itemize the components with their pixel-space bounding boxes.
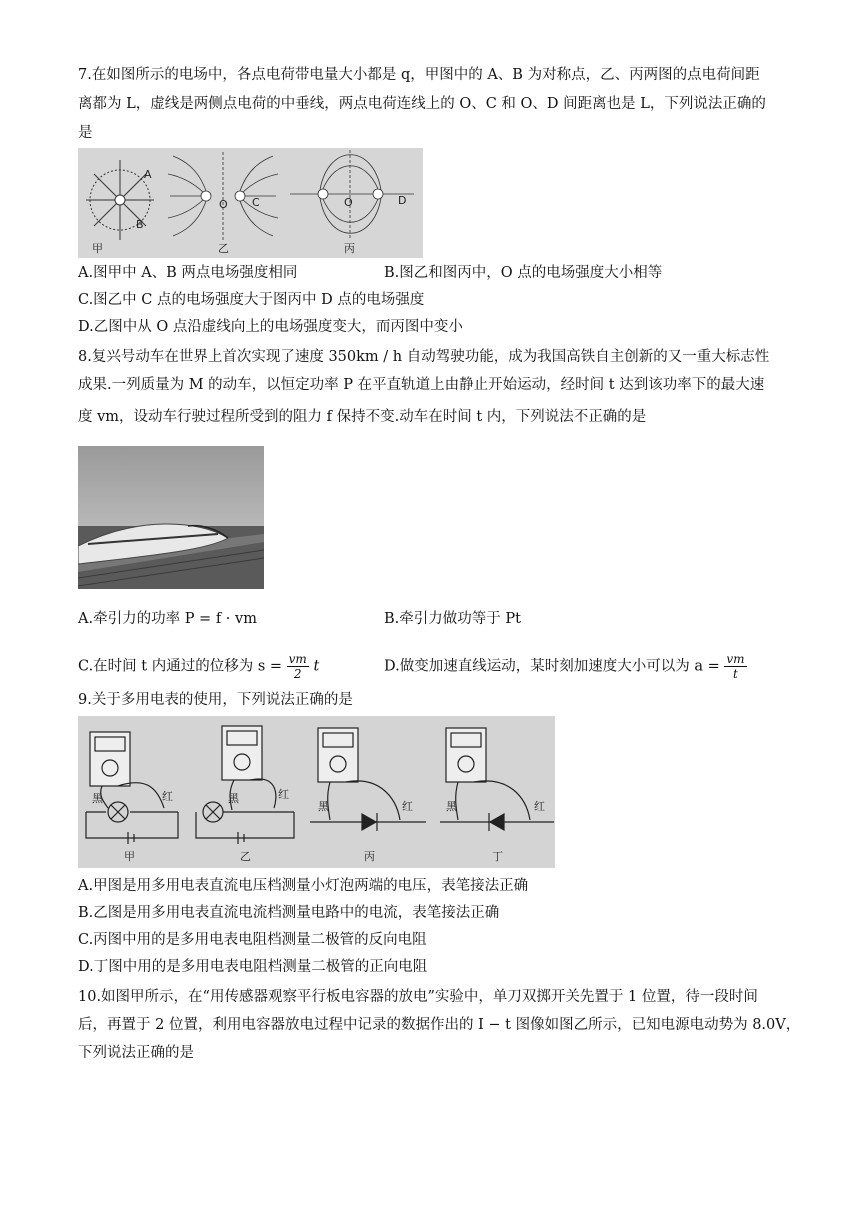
- q7-option-b: B.图乙和图丙中，O 点的电场强度大小相等: [384, 265, 663, 281]
- point-label-d: D: [398, 194, 407, 207]
- q9-option-a: A.甲图是用多用电表直流电压档测量小灯泡两端的电压，表笔接法正确: [78, 878, 529, 894]
- q8-option-d-fraction: [724, 652, 746, 681]
- probe-red-ding: 红: [534, 800, 545, 813]
- figure-label-jia-9: 甲: [124, 850, 135, 863]
- q8-option-c-suffix: t: [313, 658, 320, 675]
- q8-stem-line-2: 成果.一列质量为 M 的动车，以恒定功率 P 在平直轨道上由静止开始运动，经时间 t 达到该功率下的最大速: [78, 377, 765, 393]
- figure-label-yi-9: 乙: [240, 850, 251, 863]
- point-label-c: C: [252, 196, 260, 209]
- q7-option-a: A.图甲中 A、B 两点电场强度相同: [78, 265, 298, 281]
- q7-electric-field-figure: [78, 148, 423, 258]
- q8-option-d-numerator: vm: [726, 652, 745, 666]
- probe-red-bing: 红: [402, 800, 413, 813]
- figure-label-bing-9: 丙: [364, 850, 375, 863]
- q8-option-b: B.牵引力做功等于 Pt: [384, 611, 521, 627]
- q8-train-photo: [78, 446, 264, 589]
- q9-stem: 9.关于多用电表的使用，下列说法正确的是: [78, 692, 353, 708]
- probe-black-jia: 黑: [92, 792, 103, 805]
- q9-option-b: B.乙图是用多用电表直流电流档测量电路中的电流，表笔接法正确: [78, 905, 500, 921]
- point-label-a: A: [144, 168, 152, 181]
- q8-stem-line-1: 8.复兴号动车在世界上首次实现了速度 350km / h 自动驾驶功能，成为我国高铁自主创新的又一重大标志性: [78, 349, 770, 365]
- q7-stem-line-3: 是: [78, 125, 93, 141]
- q8-option-a: A.牵引力的功率 P = f · vm: [78, 611, 257, 627]
- figure-label-bing: 丙: [344, 242, 355, 255]
- q9-option-c: C.丙图中用的是多用电表电阻档测量二极管的反向电阻: [78, 932, 427, 948]
- q9-option-d: D.丁图中用的是多用电表电阻档测量二极管的正向电阻: [78, 959, 428, 975]
- q7-stem-line-1: 7.在如图所示的电场中，各点电荷带电量大小都是 q，甲图中的 A、B 为对称点，乙、丙两图的点电荷间距: [78, 67, 760, 83]
- q10-stem-line-3: 下列说法正确的是: [78, 1045, 194, 1061]
- probe-black-ding: 黑: [446, 800, 457, 813]
- q7-option-c: C.图乙中 C 点的电场强度大于图丙中 D 点的电场强度: [78, 292, 425, 308]
- figure-label-jia: 甲: [92, 242, 103, 255]
- point-label-b: B: [136, 218, 144, 231]
- q8-option-c-fraction: [287, 652, 309, 681]
- q7-option-d: D.乙图中从 O 点沿虚线向上的电场强度变大，而丙图中变小: [78, 319, 463, 335]
- q8-option-c: [78, 652, 319, 681]
- point-label-o-bing: O: [344, 196, 353, 209]
- probe-black-bing: 黑: [318, 800, 329, 813]
- probe-red-yi: 红: [278, 788, 289, 801]
- q8-option-d-prefix: D.做变加速直线运动，某时刻加速度大小可以为 a =: [384, 658, 720, 675]
- probe-black-yi: 黑: [228, 792, 239, 805]
- q8-option-c-numerator: vm: [288, 652, 307, 666]
- point-label-o-yi: O: [219, 198, 228, 211]
- figure-label-ding-9: 丁: [492, 850, 503, 863]
- q8-option-d-denominator: t: [733, 667, 738, 681]
- q9-multimeter-figure: [78, 716, 555, 868]
- q10-stem-line-1: 10.如图甲所示，在“用传感器观察平行板电容器的放电”实验中，单刀双掷开关先置于 1 位置，待一段时间: [78, 989, 758, 1005]
- q7-stem-line-2: 离都为 L，虚线是两侧点电荷的中垂线，两点电荷连线上的 O、C 和 O、D 间距离也是 L，下列说法正确的: [78, 96, 766, 112]
- q8-option-c-prefix: C.在时间 t 内通过的位移为 s =: [78, 658, 283, 675]
- q8-option-d: [384, 652, 747, 681]
- probe-red-jia: 红: [162, 790, 173, 803]
- q10-stem-line-2: 后，再置于 2 位置，利用电容器放电过程中记录的数据作出的 I − t 图像如图乙所示，已知电源电动势为 8.0V，: [78, 1017, 801, 1033]
- q8-stem-line-3: 度 vm，设动车行驶过程所受到的阻力 f 保持不变.动车在时间 t 内，下列说法不正确的是: [78, 409, 647, 425]
- q8-option-c-denominator: 2: [293, 667, 302, 681]
- figure-label-yi: 乙: [218, 242, 229, 255]
